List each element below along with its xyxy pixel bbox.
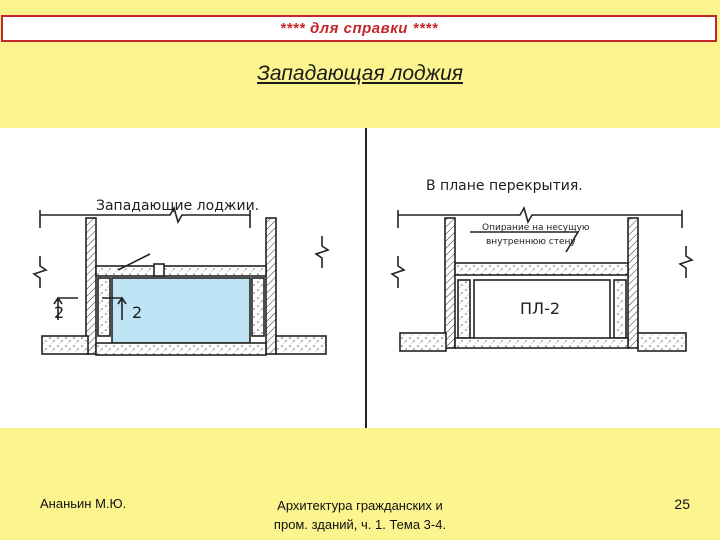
right-drawing-label: В плане перекрытия. <box>426 178 583 194</box>
support-note-line2: внутреннюю стену <box>486 237 576 247</box>
section-mark-right: 2 <box>132 303 143 322</box>
page-number: 25 <box>674 496 690 512</box>
left-section-drawing <box>34 208 328 355</box>
slide-title: Западающая лоджия <box>257 62 463 85</box>
footer-course <box>240 496 480 534</box>
support-note-line1: Опирание на несущую <box>482 223 590 233</box>
left-drawing-label: Западающие лоджии. <box>96 198 260 214</box>
banner-text: **** для справки **** <box>280 20 438 37</box>
slab-label: ПЛ-2 <box>520 299 561 318</box>
section-mark-left: 2 <box>54 303 65 322</box>
loggia-drawing <box>0 128 720 428</box>
footer-course-line2: пром. зданий, ч. 1. Тема 3-4. <box>273 517 447 532</box>
footer-course-line1: Архитектура гражданских и <box>277 498 443 513</box>
top-banner <box>1 15 717 42</box>
drawing-area <box>0 128 720 428</box>
footer-author: Ананьин М.Ю. <box>40 496 127 511</box>
